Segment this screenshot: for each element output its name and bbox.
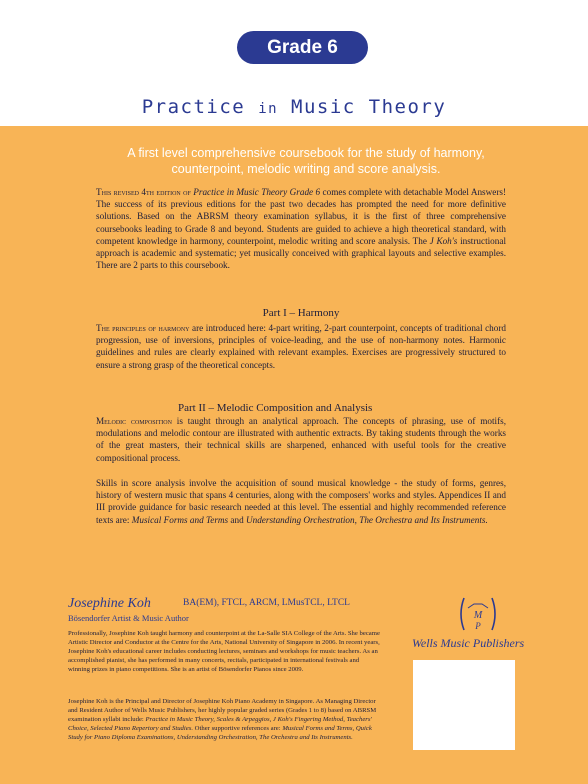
- publisher-name: Wells Music Publishers: [412, 636, 525, 650]
- publisher-logo: [454, 594, 502, 634]
- author-bio-1: Professionally, Josephine Koh taught harmony and counterpoint at the La-Salle SIA College of the Arts. She became Artistic Director and Conductor at the Centre for the Arts, National University of Singapore in 2006. In recent years, Josephine Koh's educational career includes conducting lectures, seminars and workshops for music teachers. As an accomplished pianist, she has performed in many concerts, recitals, participated in international festivals and winning prizes in piano competitions. She is an artist of Bösendorfer Pianos since 2009.: [68, 630, 380, 673]
- intro-book-title: Practice in Music Theory Grade 6: [193, 187, 321, 197]
- part2-text: is taught through an analytical approach. The concepts of phrasing, use of motifs, modulations and melodic contour are illustrated with authentic extracts. By taking students through the works of the great masters, their technical skills are sharpened, enhanced with useful tools for the creative compositional process.: [96, 416, 507, 463]
- barcode-area: [413, 660, 515, 750]
- intro-lead: This revised 4th edition of: [96, 187, 191, 197]
- author-bio-2: [68, 697, 382, 742]
- reference-and: and: [230, 514, 244, 525]
- author-credentials: BA(EM), FTCL, ARCM, LMusTCL, LTCL: [183, 598, 350, 608]
- intro-jkoh: J Koh's: [429, 235, 458, 246]
- part1-heading: Part I – Harmony: [262, 307, 340, 319]
- bio2-text: Josephine Koh is the Principal and Director of Josephine Koh Piano Academy in Singapore. As Managing Director and Resident Author of Wells Music Publishers, her highly popular graded series (Grades 1 to 8) based on ABRSM examination syllabi include:: [68, 698, 377, 723]
- part1-lead: The principles of harmony: [96, 323, 190, 333]
- title-word-practice: Practice: [141, 96, 246, 118]
- reference-1: Musical Forms and Terms: [131, 514, 229, 525]
- intro-paragraph: [96, 186, 506, 271]
- author-name: Josephine Koh: [68, 596, 151, 611]
- part2-heading: Part II – Melodic Composition and Analysis: [178, 402, 373, 414]
- svg-text:M: M: [473, 610, 483, 621]
- svg-text:P: P: [475, 621, 481, 631]
- grade-badge: Grade 6: [237, 31, 368, 64]
- part2-lead: Melodic composition: [96, 416, 172, 426]
- bio2-titles-2: Musical Forms and Terms, Quick Study for Piano Diploma Examinations, Understanding Orchestration, The Orchestra and Its Instruments.: [68, 725, 372, 741]
- bio2-titles-1: Practice in Music Theory, Scales & Arpeggios, J Koh's Fingering Method, Teachers' Choice, Selected Piano Repertory and Studies.: [68, 716, 372, 732]
- intro-text: comes complete with detachable Model Answers! The success of its previous editions for the past two decades has prompted the need for more definitive solutions. Based on the ABRSM theory examination syllabus, it is the first of three comprehensive coursebooks leading to Grade 8 and beyond. Students are guided to achieve a high theoretical standard, with competent knowledge in harmony, counterpoint, melodic writing and score analysis. The: [96, 187, 507, 246]
- analysis-text: Skills in score analysis involve the acquisition of sound musical knowledge - the study of forms, genres, history of western music that spans 4 centuries, along with the composers' works and styles. Appendices II and III provide guidance for basic research needed at this level. The essential and highly recommended reference texts are:: [96, 478, 506, 525]
- intro-text-2: instructional approach is academic and systematic; yet musically conceived with graphical layouts and selective examples. There are 2 parts to this coursebook.: [96, 235, 506, 271]
- analysis-paragraph: [96, 477, 506, 526]
- book-title: [0, 96, 588, 118]
- bio2-text-b: Other supportive references are:: [194, 725, 281, 732]
- reference-2: Understanding Orchestration, The Orchestra and Its Instruments.: [245, 514, 488, 525]
- part1-text: are introduced here: 4-part writing, 2-part counterpoint, concepts of traditional chord progression, use of inversions, principles of voice-leading, and the use of non-harmony notes. Harmonic guidelines and rules are clearly explained with relevant examples. Exercises are progressively structured to ensure a strong grasp of the theoretical concepts.: [96, 323, 506, 370]
- title-word-music-theory: Music Theory: [291, 96, 447, 118]
- author-subtitle: Bösendorfer Artist & Music Author: [68, 613, 189, 623]
- part1-paragraph: [96, 322, 506, 371]
- title-word-in: in: [258, 101, 279, 117]
- tagline: A first level comprehensive coursebook for the study of harmony, counterpoint, melodic writing and score analysis.: [127, 146, 485, 176]
- part2-paragraph: [96, 415, 506, 464]
